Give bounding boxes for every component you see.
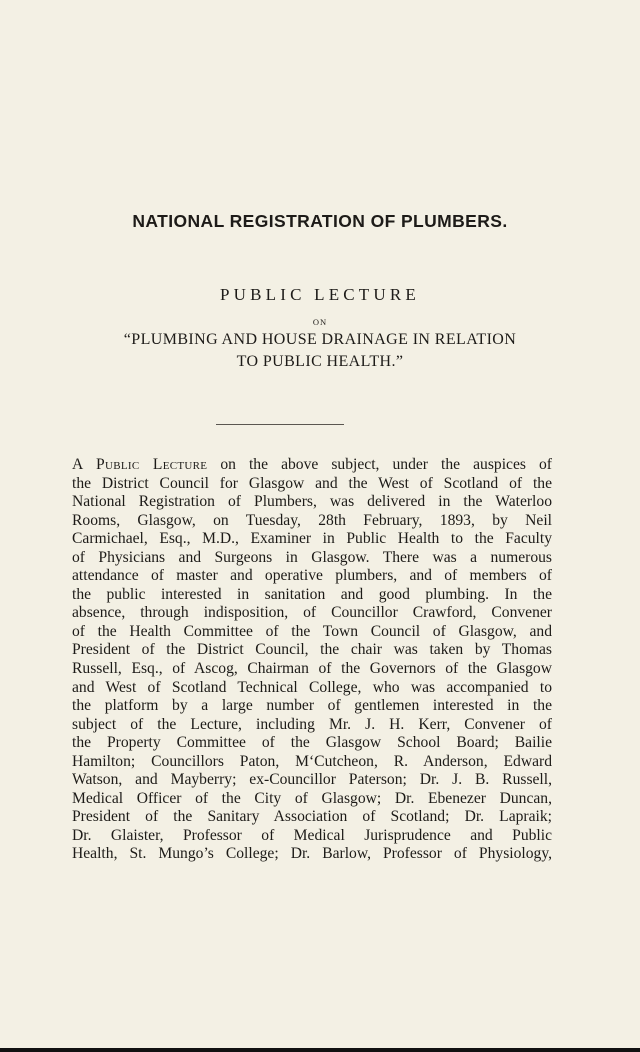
- body-line: Carmichael, Esq., M.D., Examiner in Public Health to the Faculty: [72, 530, 552, 548]
- body-line: of Physicians and Surgeons in Glasgow. There was a numerous: [72, 548, 552, 566]
- page-header: NATIONAL REGISTRATION OF PLUMBERS.: [132, 211, 508, 231]
- body-line: Watson, and Mayberry; ex-Councillor Paterson; Dr. J. B. Russell,: [72, 771, 552, 789]
- body-line: subject of the Lecture, including Mr. J. H. Kerr, Convener of: [72, 715, 552, 733]
- body-line: the Property Committee of the Glasgow School Board; Bailie: [72, 734, 552, 752]
- subject-line: TO PUBLIC HEALTH.”: [236, 353, 404, 370]
- body-line: of the Health Committee of the Town Council of Glasgow, and: [72, 622, 552, 640]
- body-line: the public interested in sanitation and good plumbing. In the: [72, 585, 552, 603]
- body-line: National Registration of Plumbers, was delivered in the Waterloo: [72, 493, 552, 511]
- lecture-subject: [0, 329, 640, 373]
- lecture-title: PUBLIC LECTURE: [220, 285, 420, 304]
- body-line: attendance of master and operative plumbers, and of members of: [72, 567, 552, 585]
- section-divider: [216, 424, 344, 425]
- page-edge-bar: [0, 1048, 640, 1052]
- body-line: Dr. Glaister, Professor of Medical Jurisprudence and Public: [72, 826, 552, 844]
- body-paragraph: [72, 456, 552, 864]
- on-connector: ON: [312, 317, 328, 327]
- body-line-rest: on the above subject, under the auspices of: [207, 456, 552, 473]
- body-line: the platform by a large number of gentlemen interested in the: [72, 697, 552, 715]
- subject-line: “PLUMBING AND HOUSE DRAINAGE IN RELATION: [123, 331, 517, 348]
- body-line: Medical Officer of the City of Glasgow; Dr. Ebenezer Duncan,: [72, 789, 552, 807]
- body-line: the District Council for Glasgow and the West of Scotland of the: [72, 474, 552, 492]
- lead-small-caps: A Public Lecture: [72, 456, 208, 473]
- body-line: absence, through indisposition, of Councillor Crawford, Convener: [72, 604, 552, 622]
- body-line: Hamilton; Councillors Paton, M‘Cutcheon, R. Anderson, Edward: [72, 752, 552, 770]
- body-line: Health, St. Mungo’s College; Dr. Barlow, Professor of Physiology,: [72, 845, 552, 863]
- body-line: [72, 456, 552, 475]
- body-line: President of the Sanitary Association of Scotland; Dr. Lapraik;: [72, 808, 552, 826]
- body-line: Rooms, Glasgow, on Tuesday, 28th February, 1893, by Neil: [72, 511, 552, 529]
- body-line: Russell, Esq., of Ascog, Chairman of the Governors of the Glasgow: [72, 660, 552, 678]
- body-line: and West of Scotland Technical College, who was accompanied to: [72, 678, 552, 696]
- body-line: President of the District Council, the chair was taken by Thomas: [72, 641, 552, 659]
